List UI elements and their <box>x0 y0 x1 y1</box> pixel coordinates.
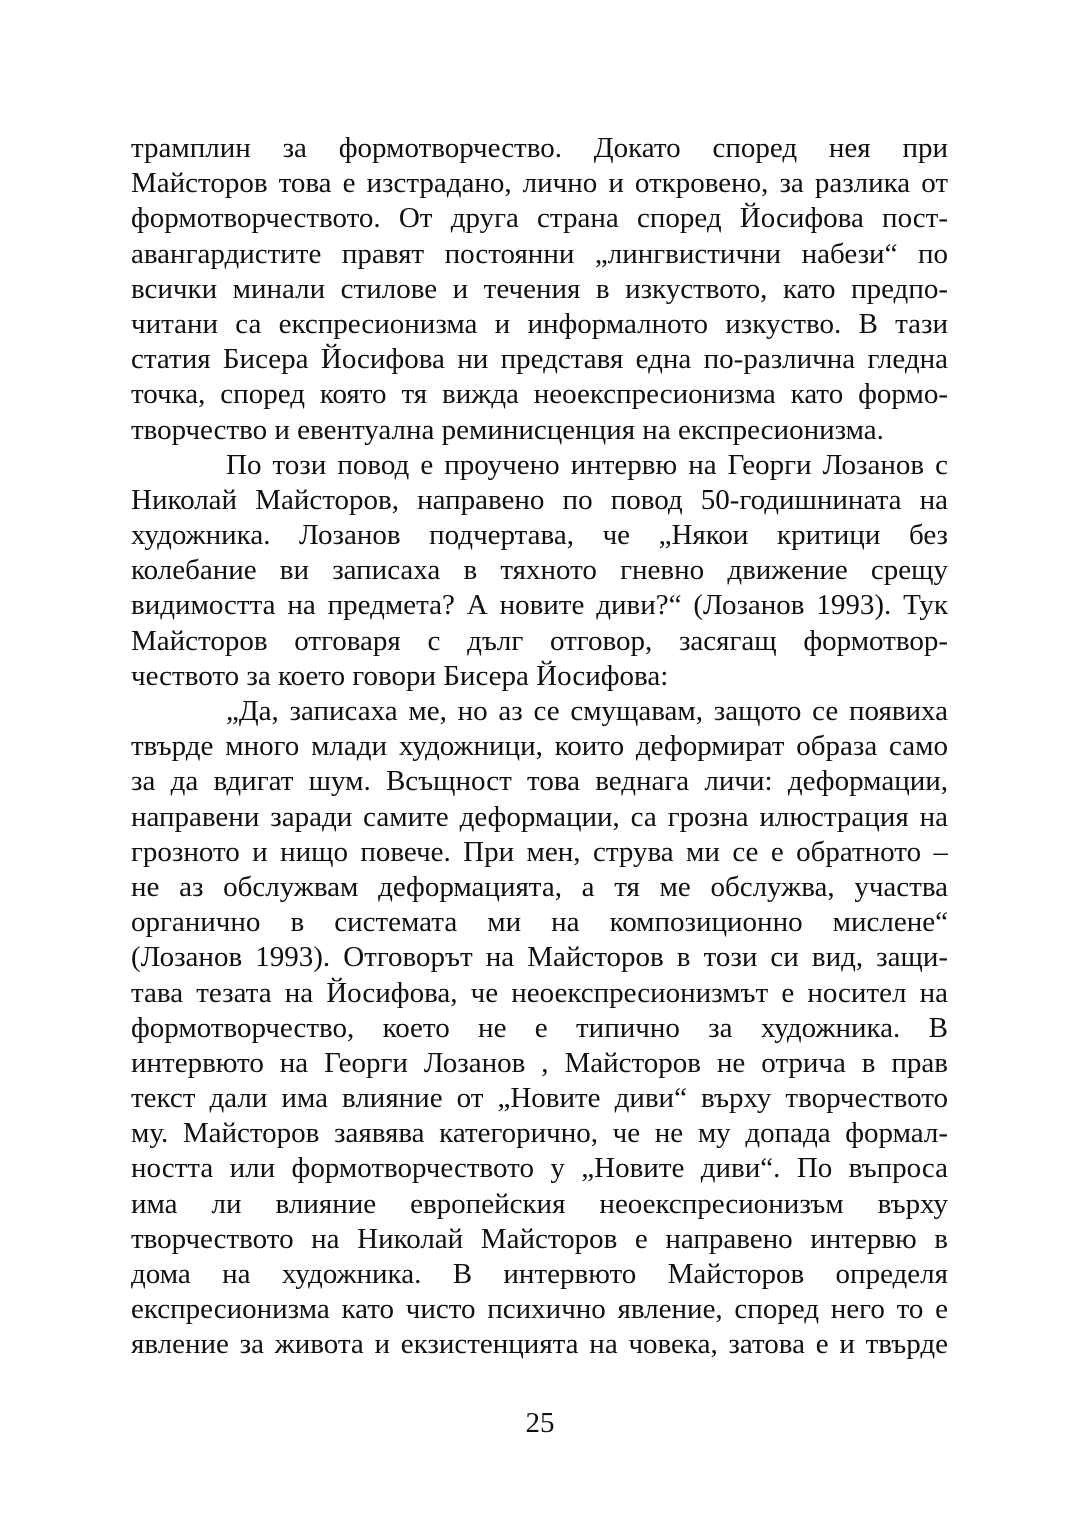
text-line: за да вдигат шум. Всъщност това веднага личи: деформации, <box>131 765 948 798</box>
text-line: явление за живота и екзистенцията на човека, затова е и твърде <box>131 1328 948 1361</box>
text-line: има ли влияние европейския неоекспресионизъм върху <box>131 1187 948 1220</box>
text-line: точка, според която тя вижда неоекспресионизма като формо- <box>131 378 948 411</box>
text-line: авангардистите правят постоянни „лингвистични набези“ по <box>131 237 948 270</box>
text-line: чеството за което говори Бисера Йосифова: <box>131 659 669 692</box>
text-line: творчество и евентуална реминисценция на експресионизма. <box>131 413 884 446</box>
text-line: не аз обслужвам деформацията, а тя ме обслужва, участва <box>131 870 948 903</box>
text-line: художника. Лозанов подчертава, че „Някои критици без <box>131 519 948 552</box>
text-line: трамплин за формотворчество. Докато според нея при <box>131 132 948 164</box>
text-line: текст дали има влияние от „Новите диви“ върху творчеството <box>131 1082 948 1115</box>
text-line: органично в системата ми на композиционно мислене“ <box>131 906 948 939</box>
text-line: статия Бисера Йосифова ни представя една по-различна гледна <box>131 343 948 376</box>
text-line: Майсторов отговаря с дълг отговор, засягащ формотвор- <box>131 624 948 657</box>
text-line: дома на художника. В интервюто Майсторов определя <box>131 1258 948 1290</box>
text-line: интервюто на Георги Лозанов , Майсторов не отрича в прав <box>131 1046 948 1079</box>
text-line: тава тезата на Йосифова, че неоекспресионизмът е носител на <box>131 976 948 1009</box>
text-line: колебание ви записаха в тяхното гневно движение срещу <box>131 554 948 587</box>
text-line: му. Майсторов заявява категорично, че не му допада формал- <box>131 1117 948 1150</box>
text-line: видимостта на предмета? А новите диви?“ (Лозанов 1993). Тук <box>131 589 948 622</box>
text-line: читани са експресионизма и информалното изкуство. В тази <box>131 307 948 340</box>
text-line: По този повод е проучено интервю на Георги Лозанов с <box>226 448 948 481</box>
text-line: формотворчеството. От друга страна според Йосифова пост- <box>131 202 948 235</box>
text-line: „Да, записаха ме, но аз се смущавам, защото се появиха <box>226 695 948 727</box>
text-line: експресионизма като чисто психично явление, според него то е <box>131 1293 948 1326</box>
text-line: (Лозанов 1993). Отговорът на Майсторов в този си вид, защи- <box>131 941 948 974</box>
text-line: Майсторов това е изстрадано, лично и откровено, за разлика от <box>131 167 948 200</box>
text-line: грозното и нищо повече. При мен, струва ми се е обратното – <box>131 835 948 868</box>
text-line: твърде много млади художници, които деформират образа само <box>131 730 948 763</box>
page-number: 25 <box>525 1407 555 1439</box>
paragraph-3 <box>131 694 948 1363</box>
text-line: формотворчество, което не е типично за художника. В <box>131 1011 948 1044</box>
text-line: Николай Майсторов, направено по повод 50-годишнината на <box>131 483 948 516</box>
paragraph-2 <box>131 448 948 694</box>
text-line: направени заради самите деформации, са грозна илюстрация на <box>131 800 948 833</box>
text-line: творчеството на Николай Майсторов е направено интервю в <box>131 1222 948 1255</box>
body-text <box>131 131 948 1363</box>
paragraph-1 <box>131 131 948 448</box>
text-line: всички минали стилове и течения в изкуството, като предпо- <box>131 272 948 305</box>
text-line: ността или формотворчеството у „Новите диви“. По въпроса <box>131 1152 948 1185</box>
